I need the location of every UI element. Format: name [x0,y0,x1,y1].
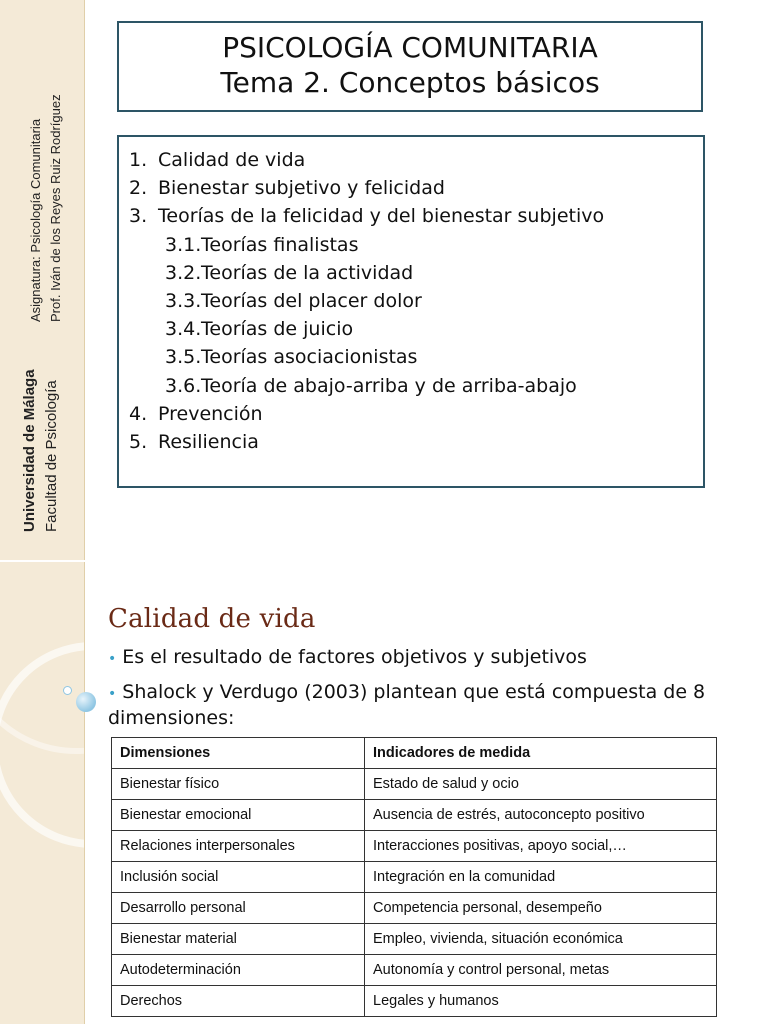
toc-label: Teoría de abajo-arriba y de arriba-abajo [201,374,577,397]
toc-number: 2. [129,177,148,200]
toc-number: 3. [129,205,148,228]
toc-label: Teorías de la felicidad y del bienestar subjetivo [158,205,605,228]
toc-item [129,400,703,428]
sidebar-faculty: Facultad de Psicología [43,380,60,532]
table-cell: Autonomía y control personal, metas [365,955,717,986]
bullet-item [108,680,728,730]
table-header-row [112,738,717,769]
section-title: Calidad de vida [108,604,316,634]
table-row [112,986,717,1017]
table-row [112,831,717,862]
table-cell: Relaciones interpersonales [112,831,365,862]
table-cell: Autodeterminación [112,955,365,986]
toc-item [129,202,703,230]
table-row [112,893,717,924]
toc-number: 3.2. [165,261,202,284]
table-cell: Bienestar físico [112,769,365,800]
blue-circle-icon [76,692,96,712]
table-row [112,862,717,893]
toc-number: 3.1. [165,233,202,256]
toc-number: 1. [129,149,148,171]
toc-subitem [129,259,703,287]
table-cell: Empleo, vivienda, situación económica [365,924,717,955]
table-cell: Bienestar material [112,924,365,955]
toc-label: Bienestar subjetivo y felicidad [158,177,445,200]
column-header: Dimensiones [112,738,365,769]
small-circle-icon [63,686,72,695]
toc-label: Calidad de vida [158,149,306,171]
toc-subitem [129,231,703,259]
toc-number: 3.3. [165,290,202,313]
table-cell: Legales y humanos [365,986,717,1017]
dimensions-table [111,737,717,1017]
table-cell: Estado de salud y ocio [365,769,717,800]
slide-2 [0,562,768,1024]
toc-subitem [129,372,703,400]
table-cell: Interacciones positivas, apoyo social,… [365,831,717,862]
toc-label: Teorías del placer dolor [201,290,422,313]
table-cell: Competencia personal, desempeño [365,893,717,924]
table-row [112,769,717,800]
bullet-text: Es el resultado de factores objetivos y subjetivos [122,646,587,668]
toc-number: 3.6. [165,374,202,397]
table-cell: Bienestar emocional [112,800,365,831]
table-row [112,924,717,955]
toc-number: 5. [129,431,148,454]
table-cell: Ausencia de estrés, autoconcepto positivo [365,800,717,831]
toc-label: Resiliencia [158,431,259,454]
table-of-contents [117,135,705,488]
toc-label: Teorías finalistas [201,233,359,256]
toc-item [129,146,703,174]
sidebar-professor: Prof. Iván de los Reyes Ruiz Rodríguez [48,94,63,322]
column-header: Indicadores de medida [365,738,717,769]
toc-item [129,174,703,202]
toc-label: Teorías de juicio [201,318,354,341]
toc-label: Teorías de la actividad [201,261,414,284]
page-subtitle: Tema 2. Conceptos básicos [220,66,600,99]
sidebar-subject: Asignatura: Psicología Comunitaria [28,118,43,322]
bullet-item [108,646,587,668]
table-cell: Integración en la comunidad [365,862,717,893]
toc-subitem [129,287,703,315]
bullet-icon: • [108,686,117,702]
page-title: PSICOLOGÍA COMUNITARIA [222,31,598,64]
bullet-text: Shalock y Verdugo (2003) plantean que está compuesta de 8 dimensiones: [108,681,706,729]
slide-1-sidebar [0,0,85,560]
bullet-icon: • [108,651,117,667]
table-cell: Derechos [112,986,365,1017]
table-cell: Inclusión social [112,862,365,893]
toc-subitem [129,343,703,371]
toc-number: 4. [129,402,148,425]
toc-label: Prevención [158,402,263,425]
toc-number: 3.5. [165,346,202,369]
toc-label: Teorías asociacionistas [201,346,418,369]
table-cell: Desarrollo personal [112,893,365,924]
sidebar-university: Universidad de Málaga [21,369,38,532]
slide-2-sidebar [0,562,85,1024]
table-row [112,955,717,986]
table-row [112,800,717,831]
toc-subitem [129,315,703,343]
toc-item [129,428,703,456]
title-box [117,21,703,112]
toc-number: 3.4. [165,318,202,341]
